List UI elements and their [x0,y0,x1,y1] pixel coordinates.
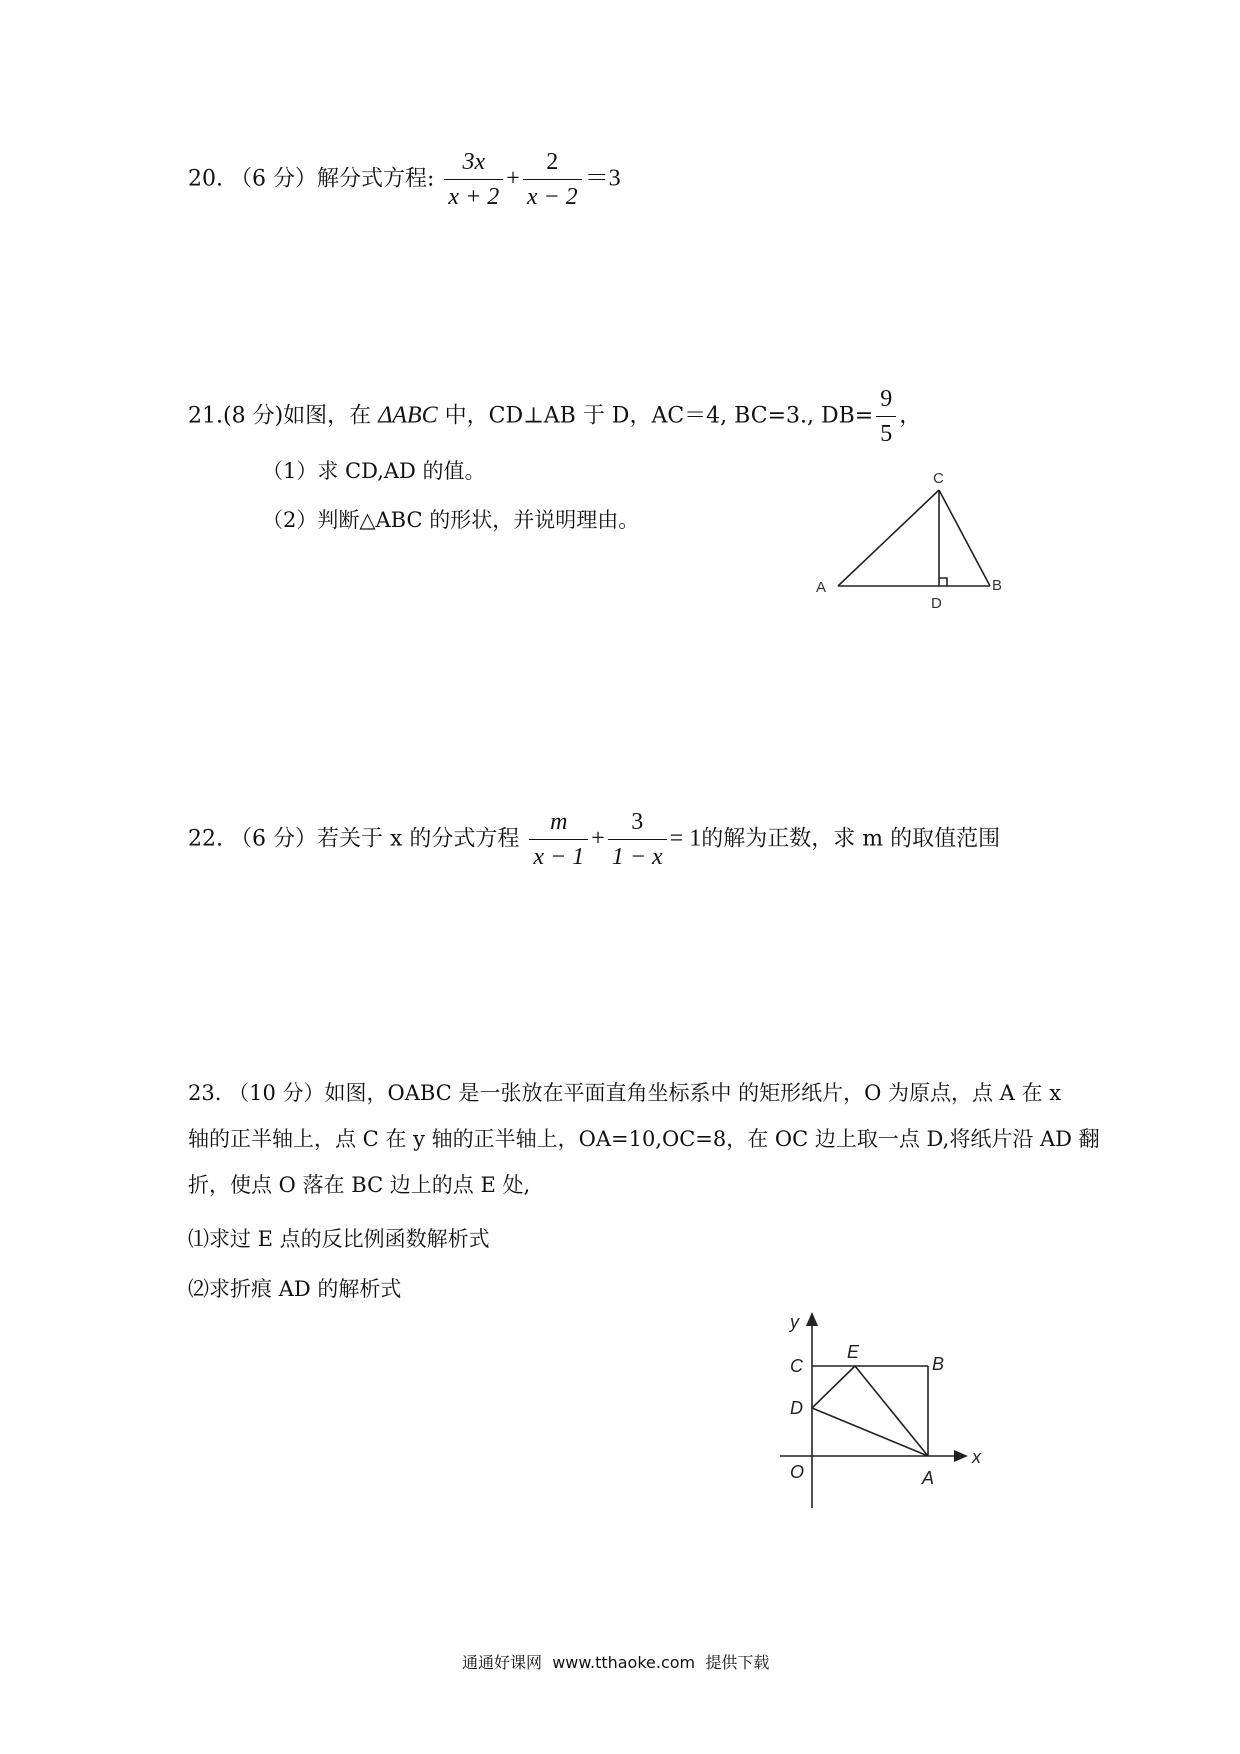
footer-site-name: 通通好课网 [462,1653,543,1672]
fraction-numerator: m [550,809,568,835]
point-label-o: O [790,1462,805,1482]
fraction [608,808,667,871]
segment-de [812,1366,855,1408]
fraction [876,385,896,448]
point-label-a: A [922,1468,935,1488]
plus-sign: + [591,825,605,852]
question-number: 23. [188,1081,222,1105]
point-label-c: C [933,470,944,487]
plus-sign: + [506,165,520,192]
question-prompt: 若关于 x 的分式方程 [317,826,520,852]
equation-rhs: = 1 [669,825,702,852]
question-prompt: 中，CD⊥AB 于 D，AC＝4, BC=3., DB= [444,403,874,429]
point-label-b: B [932,1354,945,1374]
fraction-numerator: 9 [880,386,893,412]
axis-label-x: x [972,1447,981,1467]
question-23-part-2: ⑵求折痕 AD 的解析式 [188,1277,402,1301]
fraction-numerator: 2 [546,149,559,175]
question-20 [188,148,621,211]
fraction [523,148,582,211]
axis-label-y: y [790,1312,799,1332]
fraction-denominator: x − 1 [529,839,588,871]
question-points: （6 分） [230,826,317,852]
fraction-denominator: x + 2 [444,179,503,211]
question-points: (8 分) [223,403,284,429]
fraction-numerator: 3 [631,809,644,835]
fraction [529,808,588,871]
point-label-d: D [931,595,942,612]
question-23-line-2: 轴的正半轴上，点 C 在 y 轴的正半轴上，OA=10,OC=8，在 OC 边上取一点 D,将纸片沿 AD 翻 [188,1127,1100,1151]
question-23-line-3: 折，使点 O 落在 BC 边上的点 E 处, [188,1173,531,1197]
point-label-c: C [790,1356,803,1376]
question-text: 如图，OABC 是一张放在平面直角坐标系中 的矩形纸片，O 为原点，点 A 在 x [324,1081,1062,1105]
question-prompt: 的解为正数，求 m 的取值范围 [701,826,1001,852]
fraction-denominator: x − 2 [523,179,582,211]
footer-suffix: 提供下载 [705,1653,770,1672]
point-label-b: B [992,577,1003,594]
question-points: （6 分） [230,166,317,192]
question-21-part-2: （2）判断△ABC 的形状，并说明理由。 [262,508,640,532]
side-bc [939,490,990,586]
question-22 [188,808,1000,871]
question-prompt: 解分式方程: [317,166,435,192]
coordinate-figure [760,1300,1000,1520]
question-23-part-1: ⑴求过 E 点的反比例函数解析式 [188,1227,490,1251]
fold-line-ad [812,1408,928,1456]
x-axis-arrow [954,1450,968,1462]
triangle-label: ΔABC [378,402,438,429]
punctuation: ， [899,403,922,429]
question-number: 20. [188,166,223,192]
point-label-e: E [847,1342,860,1362]
y-axis-arrow [806,1312,818,1326]
fraction-denominator: 5 [876,416,896,448]
question-21-part-1: （1）求 CD,AD 的值。 [262,459,486,483]
point-label-a: A [816,579,827,596]
segment-ea [855,1366,928,1456]
question-number: 21. [188,403,223,429]
question-number: 22. [188,826,223,852]
fraction-numerator: 3x [462,149,486,175]
question-23-line-1 [188,1078,1061,1108]
equation-rhs: ＝3 [584,165,621,192]
fraction-denominator: 1 − x [608,839,667,871]
question-prompt: 如图，在 [283,403,372,429]
fraction [444,148,503,211]
triangle-figure [800,462,1020,612]
side-ac [838,490,939,586]
question-21 [188,385,921,448]
footer-url: www.tthaoke.com [552,1653,696,1672]
page-footer [462,1650,769,1673]
question-points: （10 分） [228,1081,325,1105]
right-angle-mark [939,578,947,586]
point-label-d: D [790,1398,803,1418]
